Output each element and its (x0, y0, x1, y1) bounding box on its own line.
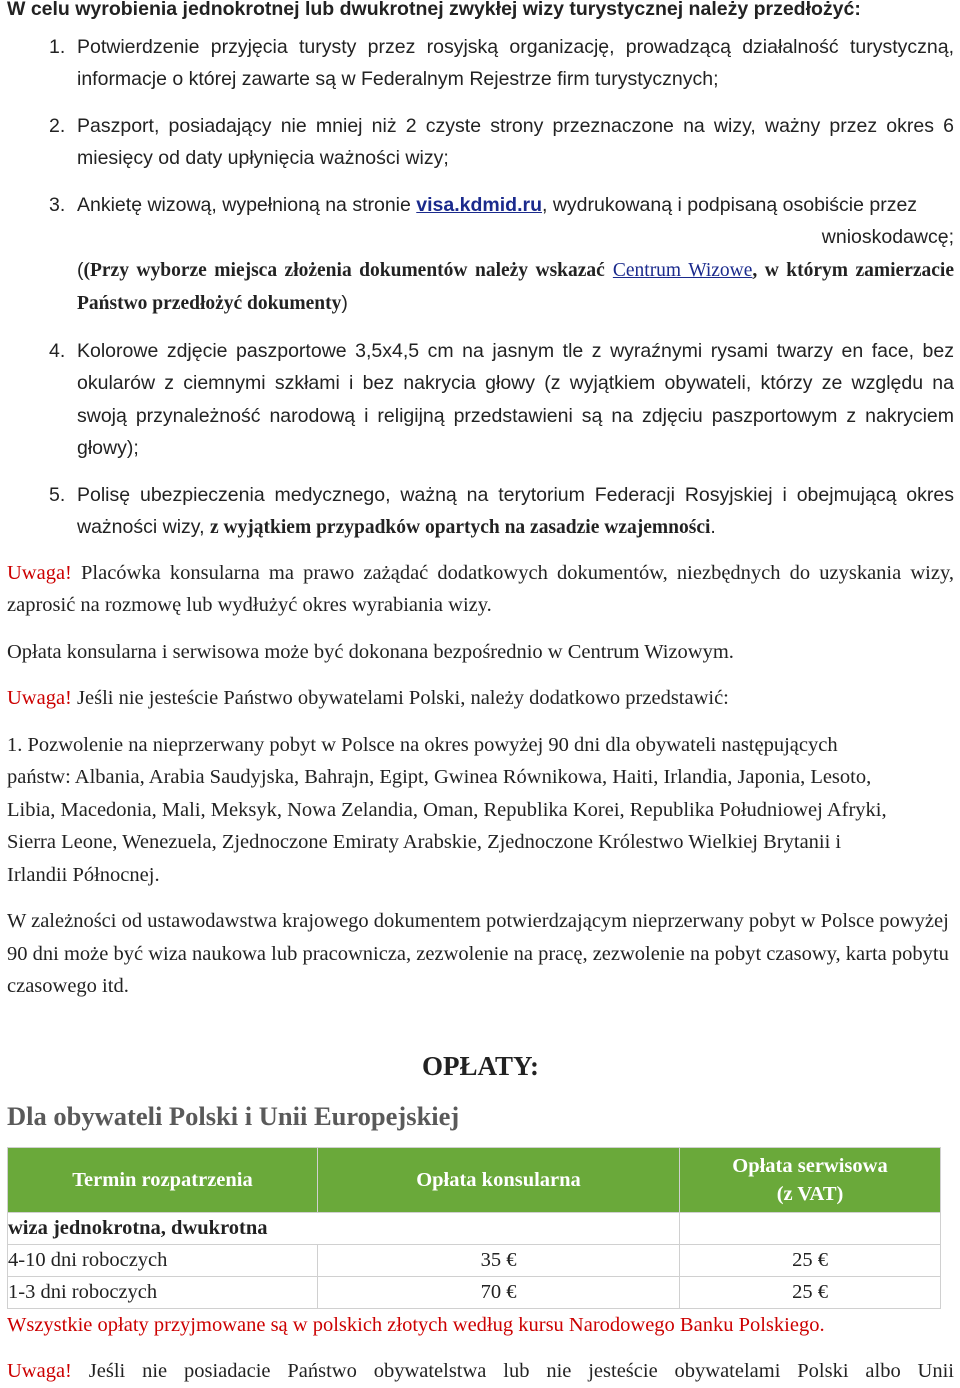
warning-consular: Uwaga! Placówka konsularna ma prawo zażądać dodatkowych dokumentów, niezbędnych do uzyskania wizy, zaprosić na rozmowę lub wydłużyć okres wyrabiania wizy. (7, 561, 954, 616)
list-item: 5. Polisę ubezpieczenia medycznego, ważną na terytorium Federacji Rosyjskiej i obejmującą okres ważności wizy, z wyjątkiem przypadków opartych na zasadzie wzajemności. (49, 483, 954, 538)
table-header-row (8, 1147, 941, 1212)
term-cell: 1-3 dni roboczych (8, 1276, 318, 1308)
warning-label: Uwaga! (7, 561, 72, 584)
service-fee-cell: 25 € (680, 1244, 941, 1276)
requirements-list (7, 31, 954, 545)
list-item: 2. Paszport, posiadający nie mniej niż 2 czyste strony przeznaczone na wizy, ważny przez okres 6 miesięcy od daty upłynięcia ważności wizy; (49, 114, 954, 169)
warning-label: Uwaga! (7, 687, 72, 709)
visa-center-link[interactable]: Centrum Wizowe (612, 259, 753, 281)
service-fee-cell: 25 € (680, 1276, 941, 1308)
list-item: 1. Potwierdzenie przyjęcia turysty przez rosyjską organizację, prowadzącą działalność turystyczną, informacje o której zawarte są w Federalnym Rejestrze firm turystycznych; (49, 35, 954, 90)
form-note: ((Przy wyborze miejsca złożenia dokumentów należy wskazać Centrum Wizowe, w którym zamierzacie Państwo przedłożyć dokumenty) (77, 258, 954, 314)
fees-title: OPŁATY: (421, 1050, 540, 1081)
intro-heading: W celu wyrobienia jednokrotnej lub dwukrotnej zwykłej wizy turystycznej należy przedłożyć: (7, 0, 861, 20)
consular-fee-cell: 35 € (318, 1244, 680, 1276)
table-row (8, 1276, 941, 1308)
warning-non-citizens: Uwaga! Jeśli nie jesteście Państwo obywatelami Polski, należy dodatkowo przedstawić: (7, 687, 729, 709)
column-header: Opłata konsularna (318, 1147, 680, 1212)
residence-requirement: 1. Pozwolenie na nieprzerwany pobyt w Polsce na okres powyżej 90 dni dla obywateli następujących państw: Albania, Arabia Saudyjska, Bahrajn, Egipt, Gwinea Równikowa, Haiti, Irlandia, Japonia, Lesoto, Libia, Macedonia, Mali, Meksyk, Nowa Zelandia, Oman, Republika Korei, Republika Południowej Afryki, Sierra Leone, Wenezuela, Zjednoczone Emiraty Arabskie, Zjednoczone Królestwo Wielkiej Brytanii i Irlandii Północnej. (7, 733, 887, 886)
list-item: 3. Ankietę wizową, wypełnioną na stronie visa.kdmid.ru, wydrukowaną i podpisaną osobiście przez wnioskodawcę; ((Przy wyborze miejsca złożenia dokumentów należy wskazać Centrum Wizowe, w którym zamierzacie Państwo przedłożyć dokumenty) (7, 189, 954, 321)
residence-note: W zależności od ustawodawstwa krajowego dokumentem potwierdzającym nieprzerwany pobyt w Polsce powyżej 90 dni może być wiza naukowa lub pracownicza, zezwolenie na pracę, zezwolenie na pobyt czasowy, karta pobytu czasowego itd. (7, 910, 949, 997)
section-label: wiza jednokrotna, dwukrotna (8, 1212, 680, 1244)
fees-table (7, 1147, 941, 1309)
warning-label: Uwaga! (7, 1360, 72, 1382)
consular-fee-cell: 70 € (318, 1276, 680, 1308)
table-row (8, 1244, 941, 1276)
warning-citizenship: Uwaga! Jeśli nie posiadacie Państwo obywatelstwa lub nie jesteście obywatelami Polski albo Unii (7, 1360, 954, 1382)
column-header: Termin rozpatrzenia (8, 1147, 318, 1212)
currency-note: Wszystkie opłaty przyjmowane są w polskich złotych według kursu Narodowego Banku Polskiego. (7, 1313, 825, 1336)
payment-note: Opłata konsularna i serwisowa może być dokonana bezpośrednio w Centrum Wizowym. (7, 640, 734, 663)
table-section-row (8, 1212, 941, 1244)
column-header: Opłata serwisowa (z VAT) (680, 1147, 941, 1212)
term-cell: 4-10 dni roboczych (8, 1244, 318, 1276)
list-item: 4. Kolorowe zdjęcie paszportowe 3,5x4,5 cm na jasnym tle z wyraźnymi rysami twarzy en face, bez okularów z ciemnymi szkłami i bez nakrycia głowy (z wyjątkiem obywateli, którzy ze względu na swoją przynależność narodową i religijną przedstawieni są na zdjęciu paszportowym z nakryciem głowy); (49, 339, 954, 459)
visa-form-link[interactable]: visa.kdmid.ru (416, 193, 542, 216)
fees-subtitle: Dla obywateli Polski i Unii Europejskiej (7, 1100, 460, 1131)
